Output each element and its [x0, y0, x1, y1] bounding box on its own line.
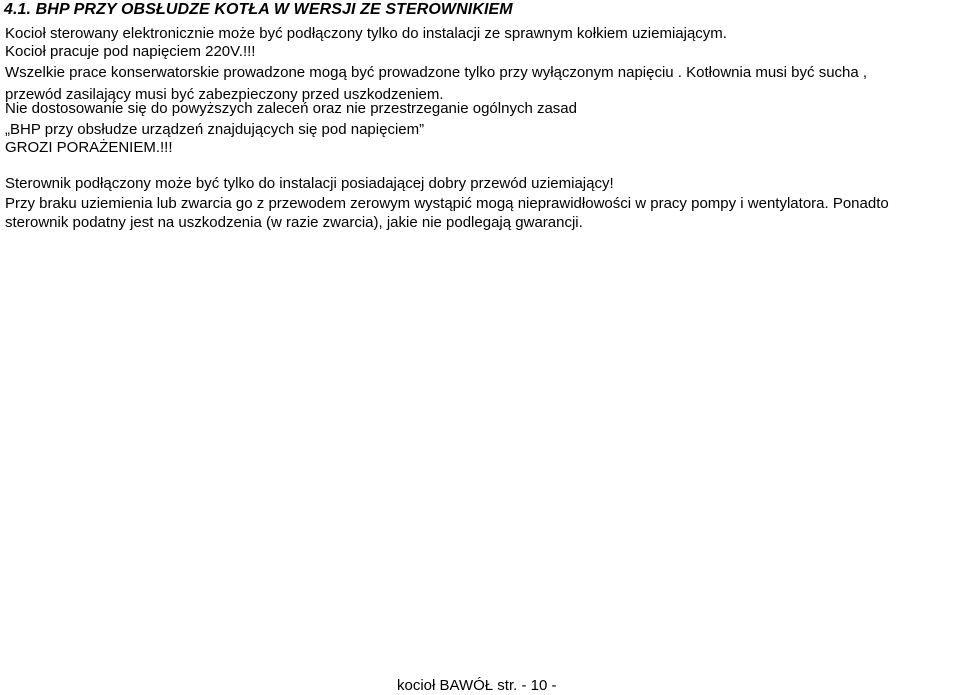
paragraph-line: Kocioł sterowany elektronicznie może być podłączony tylko do instalacji ze sprawnym kołkiem uziemiającym. [5, 25, 727, 42]
paragraph-line: Wszelkie prace konserwatorskie prowadzone mogą być prowadzone tylko przy wyłączonym napięciu . Kotłownia musi być sucha , [5, 64, 868, 81]
paragraph-line: Sterownik podłączony może być tylko do instalacji posiadającej dobry przewód uziemiający! [5, 175, 614, 192]
paragraph-line: przewód zasilający musi być zabezpieczony przed uszkodzeniem. [5, 86, 444, 103]
paragraph-line: Kocioł pracuje pod napięciem 220V.!!! [5, 43, 256, 60]
paragraph-line: sterownik podatny jest na uszkodzenia (w razie zwarcia), jakie nie podlegają gwarancji. [5, 214, 583, 231]
paragraph-line: Przy braku uziemienia lub zwarcia go z przewodem zerowym wystąpić mogą nieprawidłowości w pracy pompy i wentylatora. Ponadto [5, 195, 889, 212]
warning-line: GROZI PORAŻENIEM.!!! [5, 139, 173, 156]
paragraph-line: Nie dostosowanie się do powyższych zaleceń oraz nie przestrzeganie ogólnych zasad [5, 100, 577, 117]
section-heading: 4.1. BHP PRZY OBSŁUDZE KOTŁA W WERSJI ZE STEROWNIKIEM [4, 1, 513, 18]
page-footer: kocioł BAWÓŁ str. - 10 - [397, 677, 557, 694]
paragraph-line: „BHP przy obsłudze urządzeń znajdujących się pod napięciem” [5, 121, 425, 138]
